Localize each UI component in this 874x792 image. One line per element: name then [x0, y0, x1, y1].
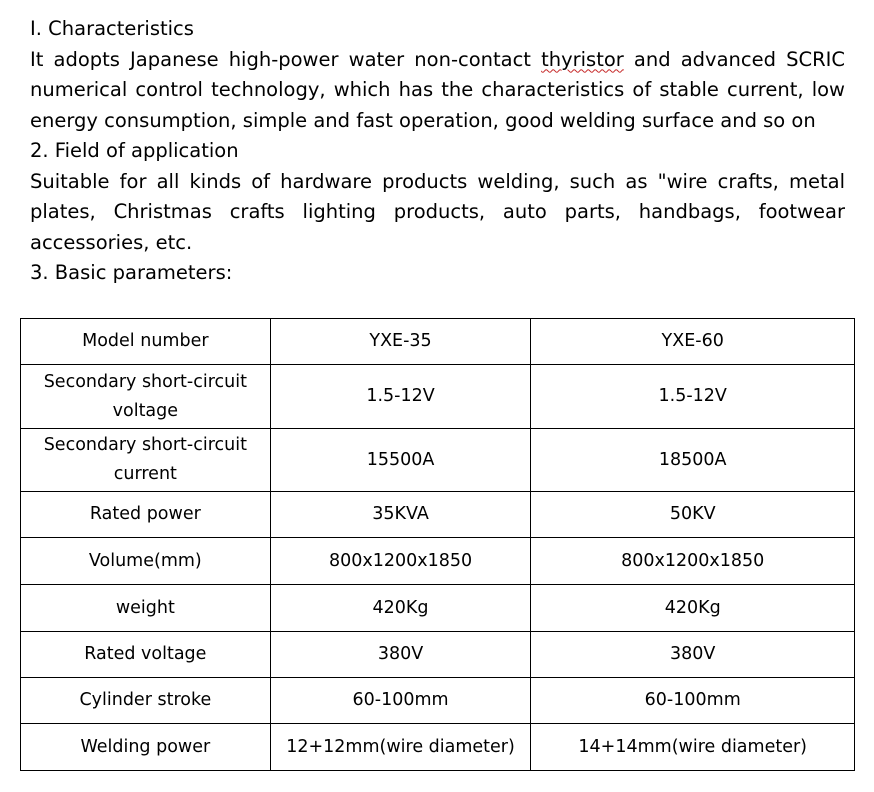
document-body	[30, 14, 845, 289]
row-value-a: 1.5-12V	[270, 365, 531, 429]
table-header-row	[21, 319, 855, 365]
row-label: Secondary short-circuit voltage	[21, 365, 271, 429]
row-value-a: 15500A	[270, 429, 531, 492]
spellcheck-flagged-word[interactable]: thyristor	[541, 47, 624, 71]
row-value-a: 12+12mm(wire diameter)	[270, 724, 531, 771]
header-cell-model-a: YXE-35	[270, 319, 531, 365]
row-value-b: 800x1200x1850	[531, 538, 855, 585]
row-label: weight	[21, 585, 271, 632]
characteristics-text-end: and advanced SCRIC numerical control technology, which has the characteristics of stable current, low energy consumption, simple and fast operation, good welding surface and so on	[30, 47, 846, 132]
table-row	[21, 678, 855, 724]
row-label: Welding power	[21, 724, 271, 771]
table-row	[21, 365, 855, 429]
header-cell-model-b: YXE-60	[531, 319, 855, 365]
application-heading: 2. Field of application	[30, 139, 239, 162]
row-value-b: 380V	[531, 632, 855, 678]
row-label: Cylinder stroke	[21, 678, 271, 724]
row-value-a: 420Kg	[270, 585, 531, 632]
application-paragraph: Suitable for all kinds of hardware products welding, such as "wire crafts, metal plates, Christmas crafts lighting products, auto parts, handbags, footwear accessories, etc.	[30, 169, 845, 254]
row-value-a: 380V	[270, 632, 531, 678]
characteristics-heading: I. Characteristics	[30, 17, 194, 40]
row-value-b: 18500A	[531, 429, 855, 492]
row-label: Rated power	[21, 492, 271, 538]
row-label: Volume(mm)	[21, 538, 271, 585]
table-row	[21, 492, 855, 538]
row-value-b: 50KV	[531, 492, 855, 538]
characteristics-text-start: It adopts Japanese high-power water non-contact	[30, 47, 542, 71]
row-value-a: 35KVA	[270, 492, 531, 538]
table-row	[21, 724, 855, 771]
row-value-a: 800x1200x1850	[270, 538, 531, 585]
row-value-b: 60-100mm	[531, 678, 855, 724]
characteristics-paragraph	[30, 45, 845, 137]
row-value-b: 14+14mm(wire diameter)	[531, 724, 855, 771]
row-label: Rated voltage	[21, 632, 271, 678]
parameters-table	[20, 318, 855, 771]
header-cell-label: Model number	[21, 319, 271, 365]
table-row	[21, 585, 855, 632]
parameters-heading: 3. Basic parameters:	[30, 261, 233, 284]
table-row	[21, 632, 855, 678]
row-value-b: 1.5-12V	[531, 365, 855, 429]
table-row	[21, 429, 855, 492]
row-value-a: 60-100mm	[270, 678, 531, 724]
table-row	[21, 538, 855, 585]
row-value-b: 420Kg	[531, 585, 855, 632]
row-label: Secondary short-circuit current	[21, 429, 271, 492]
